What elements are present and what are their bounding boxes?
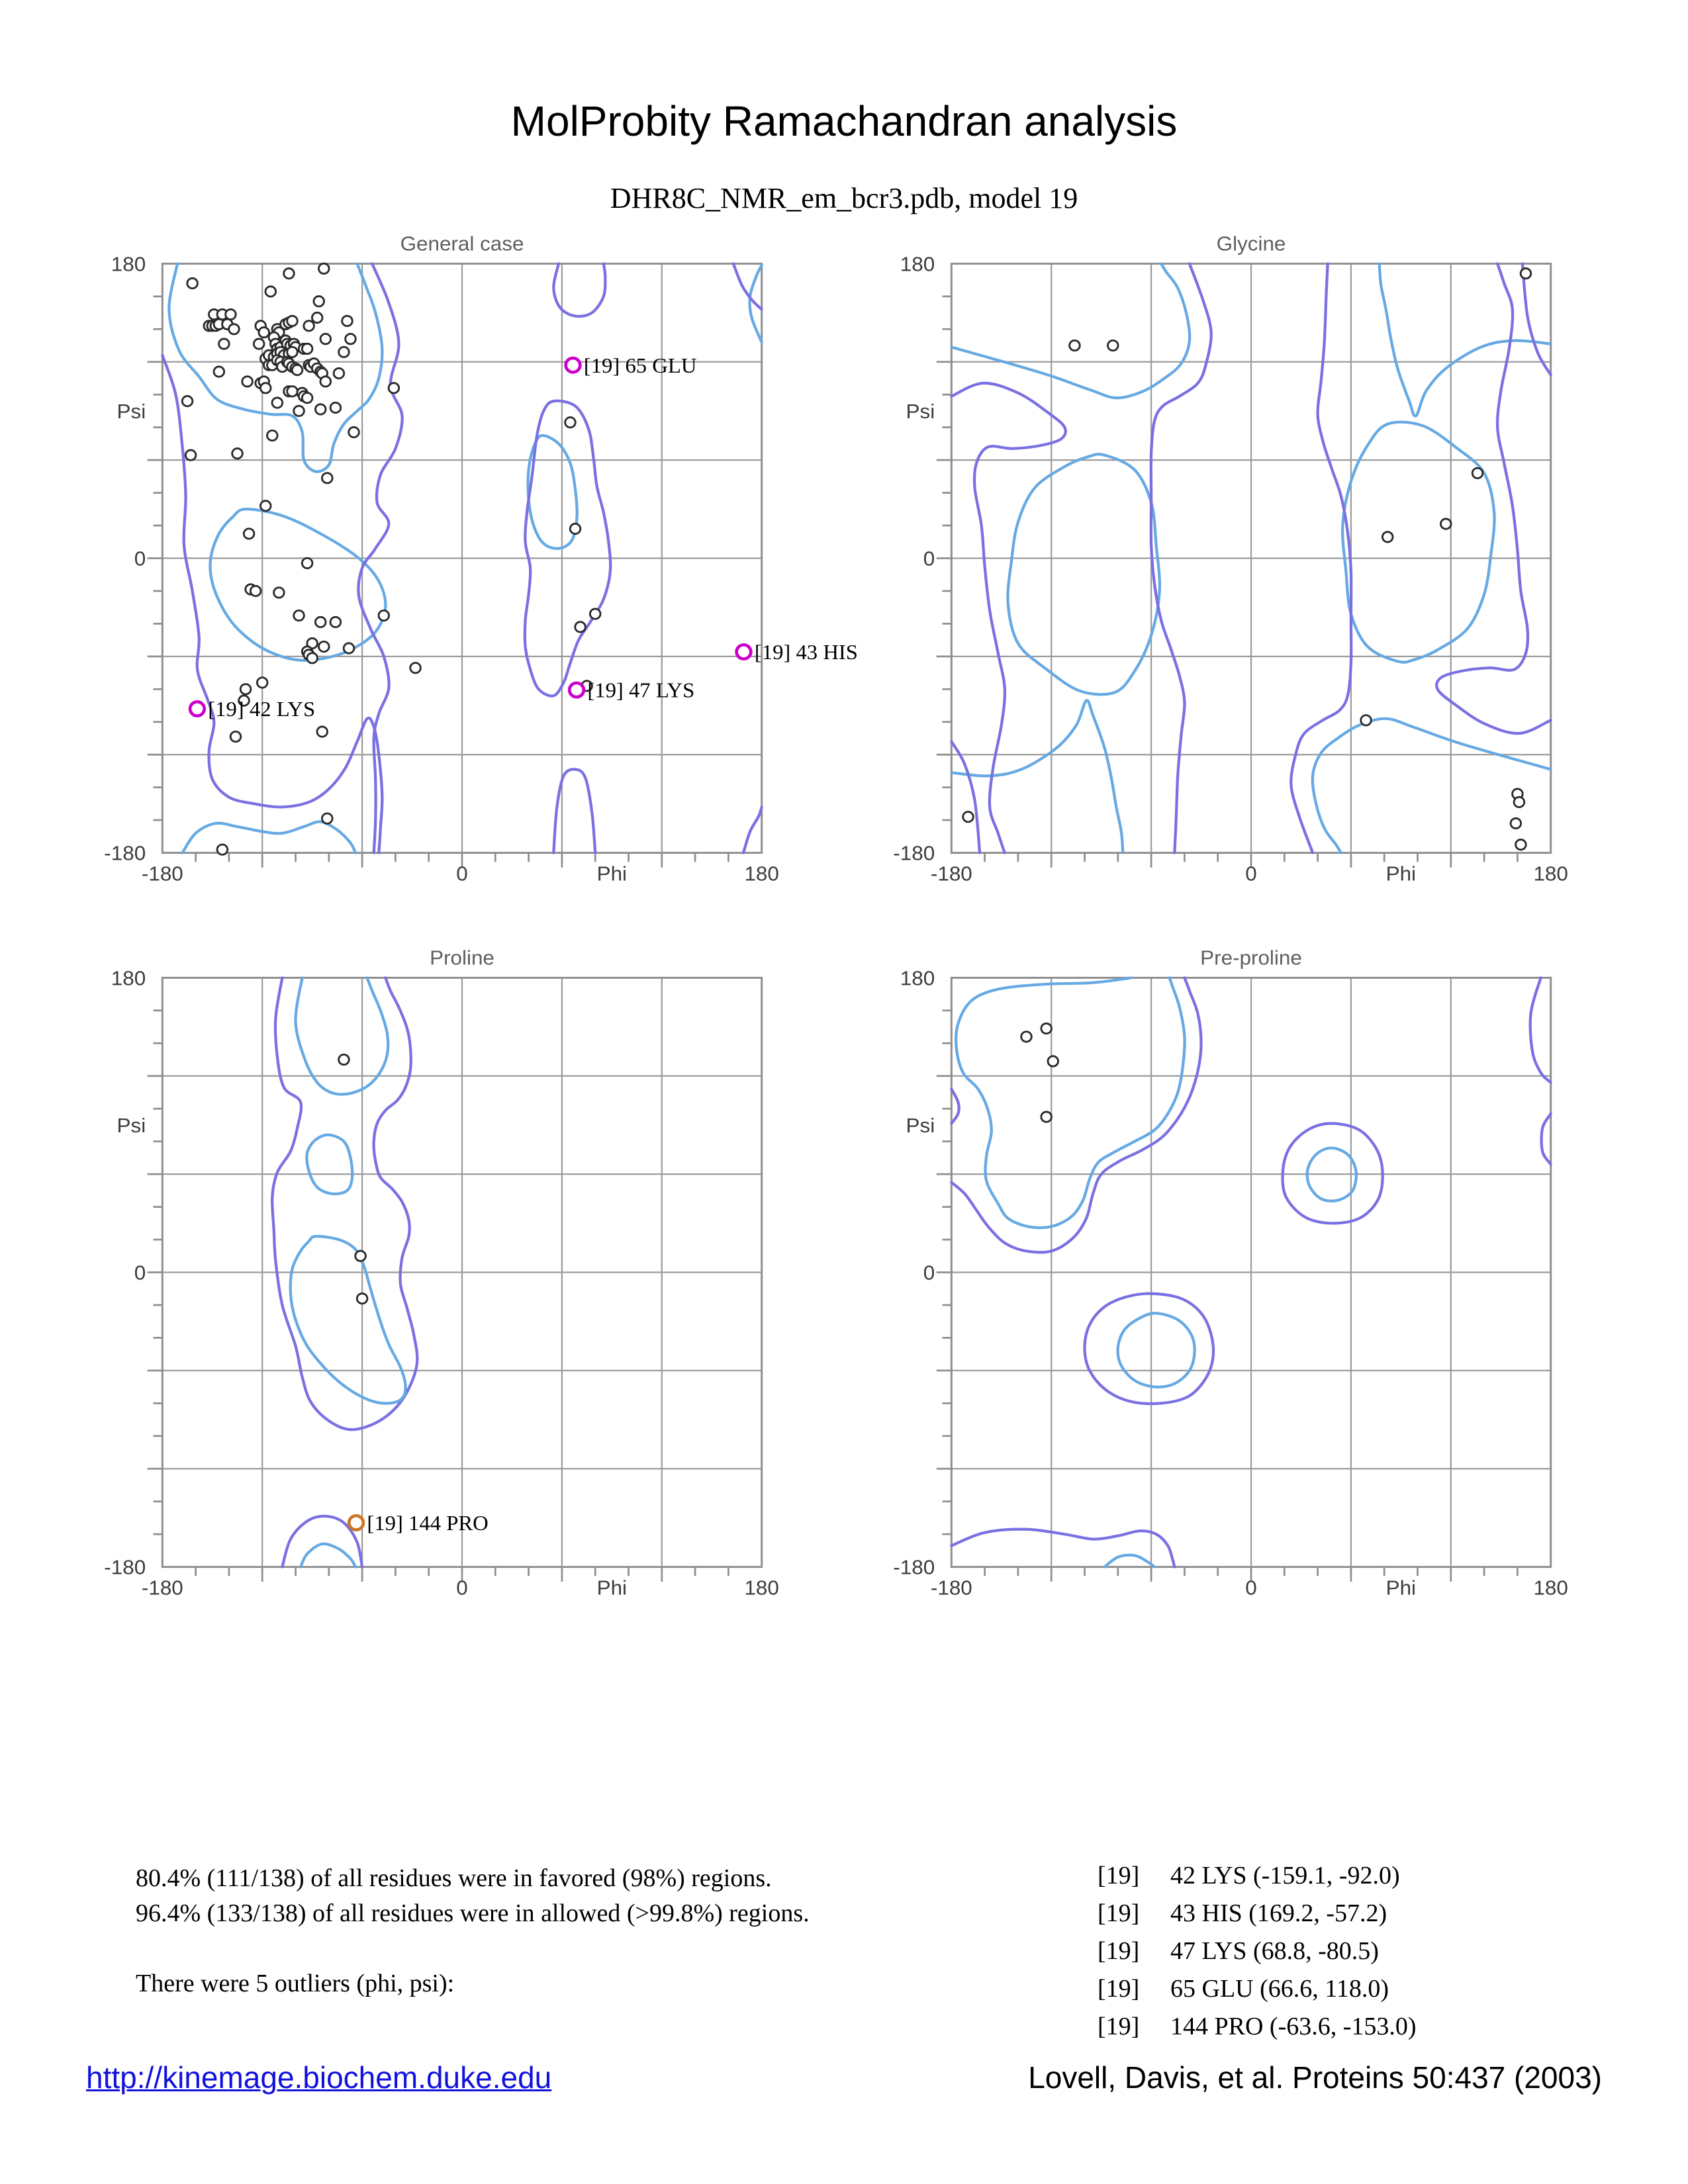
contour-favored <box>951 263 1190 398</box>
outlier-annotation: [19] 42 LYS <box>208 698 316 722</box>
residue-point <box>318 641 329 651</box>
outlier-annotation: [19] 47 LYS <box>587 678 695 703</box>
contour-favored <box>1118 1313 1195 1387</box>
outlier-model-tag: [19] <box>1098 1862 1140 1889</box>
residue-point <box>357 1293 367 1303</box>
residue-point <box>260 501 271 511</box>
outlier-model-tag: [19] <box>1098 1899 1140 1927</box>
contour-allowed <box>272 978 417 1430</box>
residue-point <box>1048 1056 1058 1066</box>
contour-allowed <box>743 807 762 852</box>
x-axis-label: -180 <box>141 862 183 886</box>
residue-point <box>1382 532 1393 542</box>
residue-point <box>1361 715 1372 725</box>
contour-allowed <box>951 741 980 852</box>
plot-general-case <box>104 228 858 889</box>
x-axis-label: 0 <box>456 862 468 886</box>
residue-point <box>250 586 261 596</box>
y-axis-label: 0 <box>923 547 935 570</box>
residue-point <box>259 328 269 338</box>
residue-point <box>339 1054 350 1064</box>
outlier-marker <box>190 702 205 715</box>
y-axis-label: 0 <box>134 1261 146 1285</box>
residue-point <box>265 287 276 296</box>
contour-allowed <box>1282 1123 1382 1223</box>
residue-point <box>254 339 264 349</box>
y-axis-label: 180 <box>900 966 935 990</box>
residue-point <box>294 610 305 620</box>
residue-point <box>346 334 356 343</box>
contour-allowed <box>1530 978 1551 1082</box>
contour-favored <box>1008 454 1159 694</box>
x-axis-label: 0 <box>1245 1576 1257 1600</box>
y-axis-label: 0 <box>134 547 146 570</box>
residue-point <box>320 377 331 387</box>
outlier-list-item <box>1098 1974 1417 2012</box>
y-axis-label: -180 <box>104 841 146 865</box>
residue-point <box>219 339 230 349</box>
outlier-marker <box>569 683 584 697</box>
contour-favored <box>295 978 388 1094</box>
x-axis-label: -180 <box>141 1576 183 1600</box>
residue-point <box>232 449 243 459</box>
outlier-marker <box>737 645 751 659</box>
residue-point <box>570 523 581 533</box>
citation: Lovell, Davis, et al. Proteins 50:437 (2003) <box>1028 2060 1602 2095</box>
outlier-residue-text: 144 PRO (-63.6, -153.0) <box>1170 2013 1417 2040</box>
x-axis-title: Phi <box>1385 862 1417 886</box>
residue-point <box>322 473 333 483</box>
y-axis-title: Psi <box>906 400 935 424</box>
contour-favored <box>306 1135 352 1194</box>
outlier-annotation: [19] 43 HIS <box>754 641 858 665</box>
residue-point <box>287 347 298 357</box>
y-axis-label: 180 <box>900 252 935 276</box>
outlier-annotation: [19] 144 PRO <box>367 1512 489 1535</box>
residue-point <box>330 402 341 412</box>
contour-favored <box>1105 1555 1154 1567</box>
outlier-annotation: [19] 65 GLU <box>583 354 697 378</box>
y-axis-label: 180 <box>111 252 146 276</box>
residue-point <box>389 383 399 393</box>
residue-point <box>302 393 312 403</box>
outlier-list-item <box>1098 1899 1417 1936</box>
outlier-list-item <box>1098 1936 1417 1974</box>
kinemage-link[interactable]: http://kinemage.biochem.duke.edu <box>86 2060 552 2095</box>
residue-point <box>963 812 974 822</box>
page-subtitle: DHR8C_NMR_em_bcr3.pdb, model 19 <box>610 182 1078 214</box>
residue-point <box>267 430 278 440</box>
residue-point <box>339 347 350 357</box>
residue-point <box>274 588 285 598</box>
contour-favored <box>301 1544 355 1567</box>
residue-point <box>217 844 228 854</box>
residue-point <box>318 263 329 273</box>
outlier-list-item <box>1098 1861 1417 1899</box>
residue-point <box>322 813 333 823</box>
outlier-marker <box>566 358 581 372</box>
residue-point <box>1514 797 1524 807</box>
outlier-residue-text: 42 LYS (-159.1, -92.0) <box>1170 1862 1400 1889</box>
residue-point <box>304 321 314 331</box>
outlier-residue-text: 43 HIS (169.2, -57.2) <box>1170 1899 1387 1927</box>
plot-proline <box>104 942 798 1603</box>
outlier-model-tag: [19] <box>1098 1937 1140 1965</box>
plot-title: General case <box>400 232 524 255</box>
x-axis-label: 180 <box>744 1576 779 1600</box>
residue-point <box>302 558 312 568</box>
residue-point <box>214 367 224 377</box>
outlier-model-tag: [19] <box>1098 2013 1140 2040</box>
residue-point <box>355 1251 366 1261</box>
y-axis-label: -180 <box>104 1555 146 1579</box>
residue-point <box>314 296 324 306</box>
residue-point <box>330 617 341 627</box>
contour-allowed <box>951 1529 1174 1567</box>
plot-title: Proline <box>430 946 494 970</box>
contour-favored <box>1313 719 1551 853</box>
residue-point <box>565 418 576 428</box>
x-axis-title: Phi <box>596 1576 628 1600</box>
residue-point <box>344 643 354 653</box>
residue-point <box>240 684 251 694</box>
x-axis-label: -180 <box>930 1576 972 1600</box>
plot-glycine <box>893 228 1587 889</box>
residue-point <box>312 312 322 322</box>
outlier-list-item <box>1098 2012 1417 2050</box>
residue-point <box>182 396 193 406</box>
plot-title: Pre-proline <box>1200 946 1302 970</box>
x-axis-label: 180 <box>1533 862 1568 886</box>
residue-point <box>307 653 318 663</box>
y-axis-title: Psi <box>117 1114 146 1138</box>
contour-favored <box>291 1236 406 1403</box>
contour-favored <box>1342 422 1494 662</box>
residue-point <box>287 316 298 326</box>
residue-point <box>317 727 328 737</box>
y-axis-title: Psi <box>906 1114 935 1138</box>
residue-point <box>272 398 283 408</box>
residue-point <box>244 529 254 539</box>
contour-allowed <box>1523 263 1551 375</box>
residue-point <box>242 377 253 387</box>
residue-point <box>590 609 600 619</box>
residue-point <box>257 678 267 688</box>
residue-point <box>1070 340 1080 350</box>
x-axis-label: 180 <box>744 862 779 886</box>
y-axis-label: -180 <box>893 1555 935 1579</box>
residue-point <box>1440 519 1451 529</box>
residue-point <box>187 278 198 288</box>
stats-line: 96.4% (133/138) of all residues were in allowed (>99.8%) regions. <box>136 1899 810 1927</box>
outlier-list <box>1098 1861 1417 2050</box>
plot-pre-proline <box>893 942 1587 1603</box>
page-title: MolProbity Ramachandran analysis <box>510 97 1178 145</box>
residue-point <box>229 324 240 334</box>
residue-point <box>1041 1112 1052 1122</box>
x-axis-label: 0 <box>1245 862 1257 886</box>
x-axis-label: 0 <box>456 1576 468 1600</box>
y-axis-label: 0 <box>923 1261 935 1285</box>
residue-point <box>320 334 331 343</box>
outlier-marker <box>349 1516 363 1529</box>
residue-point <box>1041 1023 1052 1033</box>
residue-point <box>230 731 241 741</box>
x-axis-label: -180 <box>930 862 972 886</box>
residue-point <box>410 663 421 673</box>
stats-line: 80.4% (111/138) of all residues were in favored (98%) regions. <box>136 1864 772 1892</box>
contour-allowed <box>553 769 595 852</box>
stats-block <box>136 1861 810 1931</box>
contour-favored <box>956 978 1184 1228</box>
residue-point <box>342 316 353 326</box>
y-axis-label: -180 <box>893 841 935 865</box>
residue-point <box>284 269 295 279</box>
outlier-model-tag: [19] <box>1098 1975 1140 2003</box>
residue-point <box>287 387 298 396</box>
outliers-heading: There were 5 outliers (phi, psi): <box>136 1970 455 1997</box>
residue-point <box>185 450 196 460</box>
plot-title: Glycine <box>1216 232 1286 255</box>
residue-point <box>315 404 326 414</box>
residue-point <box>260 383 271 393</box>
residue-point <box>226 309 236 319</box>
outlier-residue-text: 65 GLU (66.6, 118.0) <box>1170 1975 1389 2003</box>
x-axis-label: 180 <box>1533 1576 1568 1600</box>
contour-favored <box>183 822 356 853</box>
y-axis-label: 180 <box>111 966 146 990</box>
residue-point <box>1521 269 1531 279</box>
contour-allowed <box>1542 1114 1551 1165</box>
residue-point <box>575 622 586 632</box>
residue-point <box>315 617 326 627</box>
residue-point <box>1021 1032 1032 1042</box>
y-axis-title: Psi <box>117 400 146 424</box>
residue-point <box>379 610 389 620</box>
residue-point <box>334 368 344 378</box>
residue-point <box>349 427 359 437</box>
outlier-residue-text: 47 LYS (68.8, -80.5) <box>1170 1937 1379 1965</box>
residue-point <box>302 343 312 353</box>
contour-allowed <box>525 401 610 696</box>
x-axis-title: Phi <box>1385 1576 1417 1600</box>
x-axis-title: Phi <box>596 862 628 886</box>
residue-point <box>1511 818 1521 828</box>
residue-point <box>292 365 303 375</box>
residue-point <box>1472 468 1483 478</box>
residue-point <box>294 406 305 416</box>
residue-point <box>1107 340 1118 350</box>
contour-allowed <box>951 1089 959 1124</box>
residue-point <box>1516 840 1526 850</box>
